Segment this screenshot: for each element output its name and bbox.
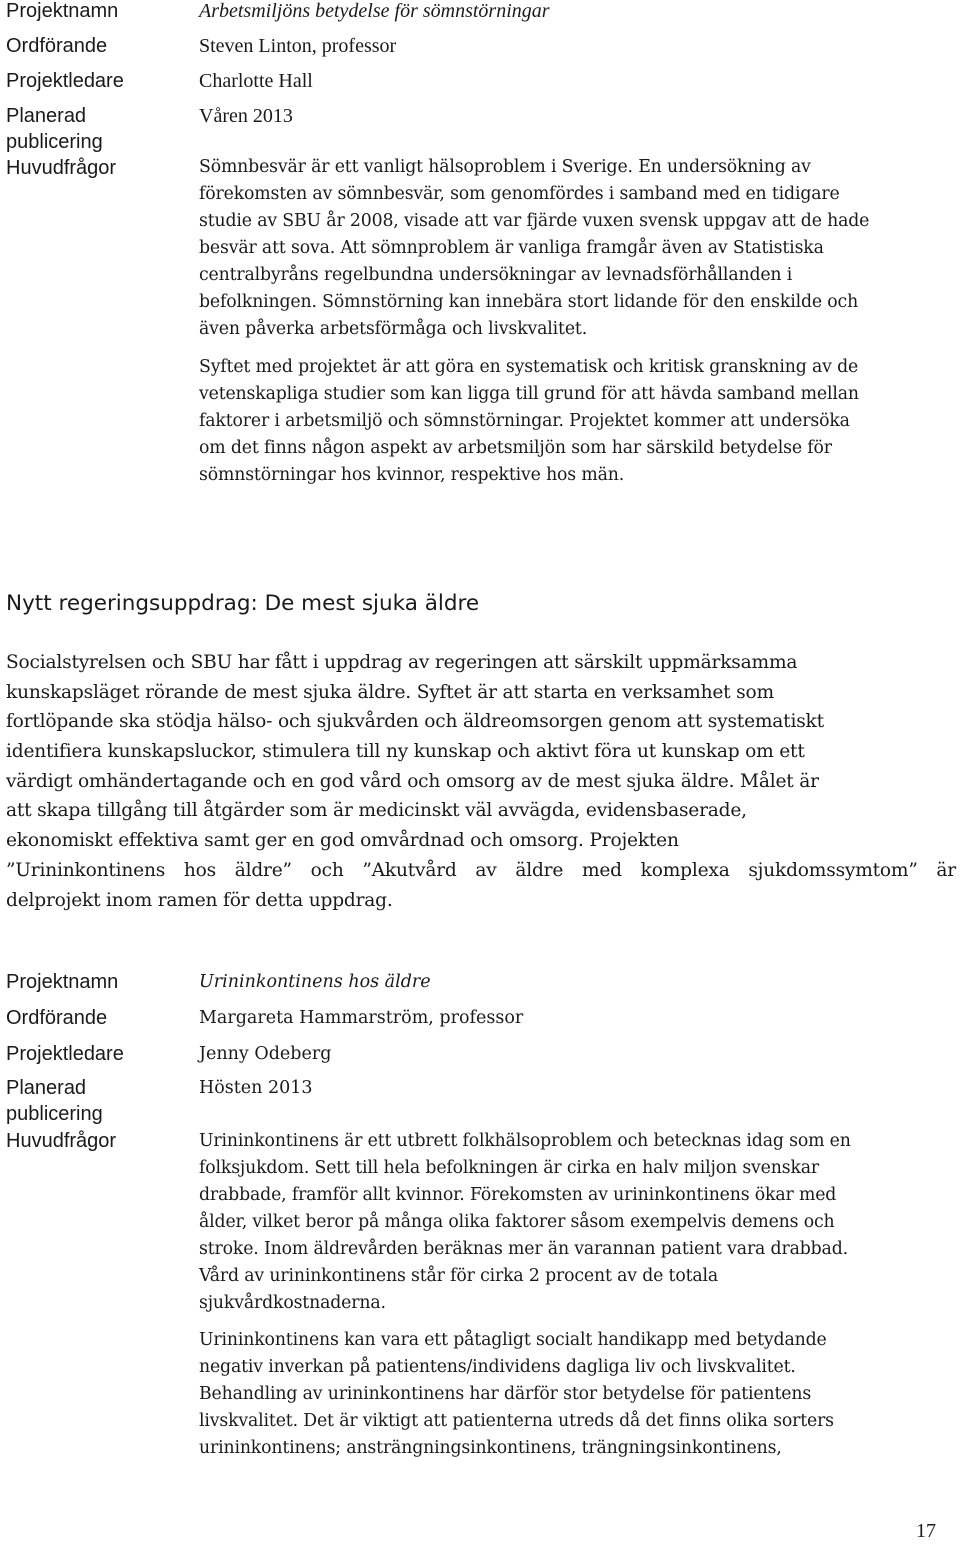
planned-publication-label-line2: publicering: [6, 131, 103, 153]
text-line: ålder, vilket beror på många olika faktorer såsom exempelvis demens och: [199, 1212, 835, 1232]
project-name-value: Arbetsmiljöns betydelse för sömnstörningar: [199, 0, 550, 22]
project-lead-label: Projektledare: [6, 70, 124, 92]
main-questions-paragraph-2: [199, 1327, 954, 1462]
text-line: Socialstyrelsen och SBU har fått i uppdrag av regeringen att särskilt uppmärksamma: [6, 652, 798, 673]
word: och: [310, 859, 344, 881]
text-line: ekonomiskt effektiva samt ger en god omvårdnad och omsorg. Projekten: [6, 830, 679, 852]
text-line: befolkningen. Sömnstörning kan innebära stort lidande för den enskilde och: [199, 292, 859, 312]
justified-text-line: [6, 856, 956, 886]
chair-value: Margareta Hammarström, professor: [199, 1008, 524, 1028]
word: ”Akutvård: [362, 859, 457, 881]
text-line: sjukvårdkostnaderna.: [199, 1293, 386, 1313]
text-line: delprojekt inom ramen för detta uppdrag.: [6, 889, 393, 911]
text-line: om det finns någon aspekt av arbetsmiljön som har särskild betydelse för: [199, 438, 832, 458]
text-line: livskvalitet. Det är viktigt att patienterna utreds då det finns olika sorters: [199, 1411, 834, 1431]
text-line: studie av SBU år 2008, visade att var fjärde vuxen svensk uppgav att de hade: [199, 211, 870, 231]
section-body: [6, 648, 956, 915]
text-line: drabbade, framför allt kvinnor. Förekomsten av urininkontinens ökar med: [199, 1185, 837, 1205]
word: är: [936, 859, 956, 881]
word: hos: [183, 859, 216, 881]
word: ”Urininkontinens: [6, 859, 166, 881]
text-line: även påverka arbetsförmåga och livskvalitet.: [199, 319, 588, 339]
text-line: stroke. Inom äldrevården beräknas mer än varannan patient vara drabbad.: [199, 1239, 848, 1259]
text-line: Vård av urininkontinens står för cirka 2 procent av de totala: [199, 1266, 719, 1286]
text-line: Behandling av urininkontinens har därför stor betydelse för patientens: [199, 1384, 812, 1404]
text-line: centralbyråns regelbundna undersökningar av levnadsförhållanden i: [199, 265, 793, 285]
text-line: Urininkontinens kan vara ett påtagligt socialt handikapp med betydande: [199, 1330, 827, 1350]
text-line: besvär att sova. Att sömnproblem är vanliga framgår även av Statistiska: [199, 238, 824, 258]
text-line: faktorer i arbetsmiljö och sömnstörningar. Projektet kommer att undersöka: [199, 411, 850, 431]
main-questions-paragraph-1: [199, 154, 954, 343]
word: äldre: [515, 859, 564, 881]
word: av: [475, 859, 497, 881]
word: komplexa: [640, 859, 730, 881]
text-line: sömnstörningar hos kvinnor, respektive hos män.: [199, 465, 625, 485]
project-lead-value: Charlotte Hall: [199, 70, 313, 92]
word: äldre”: [234, 859, 292, 881]
planned-publication-label-line1: Planerad: [6, 1077, 87, 1099]
text-line: kunskapsläget rörande de mest sjuka äldre. Syftet är att starta en verksamhet som: [6, 681, 774, 703]
text-line: vetenskapliga studier som kan ligga till grund för att hävda samband mellan: [199, 384, 859, 404]
project-lead-value: Jenny Odeberg: [199, 1044, 332, 1064]
project-name-label: Projektnamn: [6, 971, 119, 993]
planned-publication-value: Hösten 2013: [199, 1078, 313, 1098]
project-name-label: Projektnamn: [6, 0, 119, 22]
text-line: identifiera kunskapsluckor, stimulera till ny kunskap och aktivt föra ut kunskap om ett: [6, 741, 805, 763]
word: med: [581, 859, 622, 881]
page-number: 17: [916, 1520, 936, 1542]
text-line: negativ inverkan på patientens/individens dagliga liv och livskvalitet.: [199, 1357, 796, 1377]
main-questions-paragraph-1: [199, 1128, 954, 1317]
main-questions-label: Huvudfrågor: [6, 157, 117, 179]
planned-publication-value: Våren 2013: [199, 105, 293, 127]
project-name-value: Urininkontinens hos äldre: [199, 972, 431, 992]
section-heading: Nytt regeringsuppdrag: De mest sjuka äldre: [6, 591, 480, 616]
text-line: värdigt omhändertagande och en god vård och omsorg av de mest sjuka äldre. Målet är: [6, 770, 819, 792]
word: sjukdomssymtom”: [748, 859, 918, 881]
text-line: fortlöpande ska stödja hälso- och sjukvården och äldreomsorgen genom att systematiskt: [6, 711, 824, 733]
text-line: folksjukdom. Sett till hela befolkningen är cirka en halv miljon svenskar: [199, 1158, 820, 1178]
planned-publication-label-line1: Planerad: [6, 105, 87, 127]
chair-label: Ordförande: [6, 35, 108, 57]
planned-publication-label-line2: publicering: [6, 1103, 103, 1125]
project-lead-label: Projektledare: [6, 1043, 124, 1065]
text-line: Syftet med projektet är att göra en systematisk och kritisk granskning av de: [199, 357, 859, 377]
chair-label: Ordförande: [6, 1007, 108, 1029]
text-line: urininkontinens; ansträngningsinkontinens, trängningsinkontinens,: [199, 1438, 782, 1458]
chair-value: Steven Linton, professor: [199, 35, 397, 57]
text-line: Sömnbesvär är ett vanligt hälsoproblem i Sverige. En undersökning av: [199, 157, 811, 177]
text-line: förekomsten av sömnbesvär, som genomfördes i samband med en tidigare: [199, 184, 840, 204]
main-questions-paragraph-2: [199, 354, 954, 489]
text-line: att skapa tillgång till åtgärder som är medicinskt väl avvägda, evidensbaserade,: [6, 800, 747, 822]
text-line: Urininkontinens är ett utbrett folkhälsoproblem och betecknas idag som en: [199, 1131, 851, 1151]
main-questions-label: Huvudfrågor: [6, 1130, 117, 1152]
